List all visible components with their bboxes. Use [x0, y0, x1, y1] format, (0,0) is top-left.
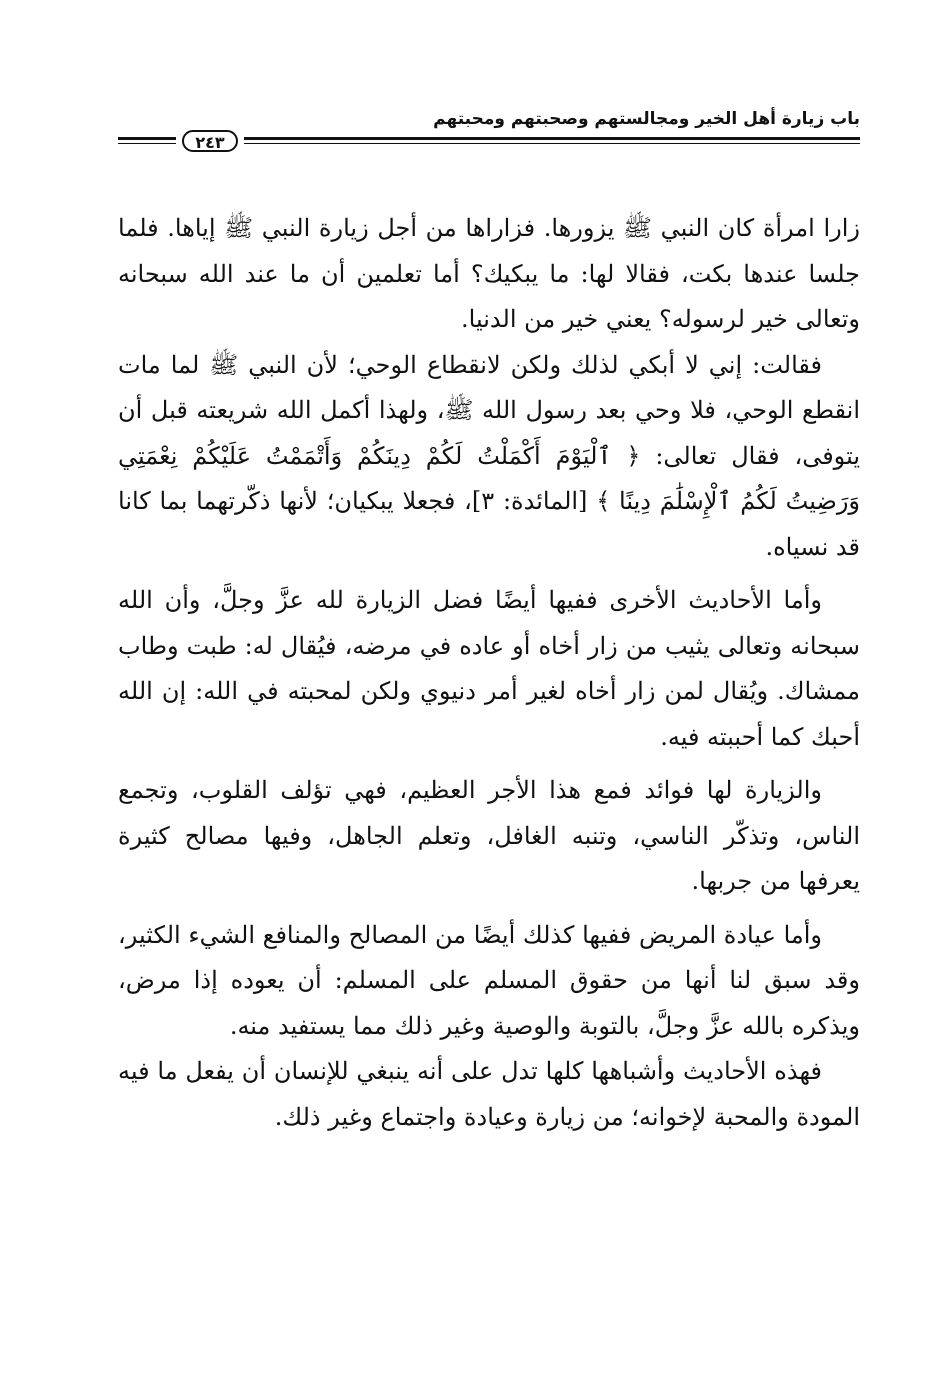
paragraph-2: فقالت: إني لا أبكي لذلك ولكن لانقطاع الوحي؛ لأن النبي ﷺ لما مات انقطع الوحي، فلا وحي بعد رسول الله ﷺ، ولهذا أكمل الله شريعته قبل أن يتوفى، فقال تعالى: ﴿ ٱلْيَوْمَ أَكْمَلْتُ لَكُمْ دِينَكُمْ وَأَتْمَمْتُ عَلَيْكُمْ نِعْمَتِي وَرَضِيتُ لَكُمُ ٱلْإِسْلَٰمَ دِينًا ﴾ [المائدة: ٣]، فجعلا يبكيان؛ لأنها ذكّرتهما بما كانا قد نسياه. — [118, 350, 860, 561]
header-rule-left — [118, 137, 176, 140]
header-rule-right — [244, 137, 860, 140]
body-text — [118, 206, 860, 1140]
paragraph-6: فهذه الأحاديث وأشباهها كلها تدل على أنه ينبغي للإنسان أن يفعل ما فيه المودة والمحبة لإخوانه؛ من زيارة وعيادة واجتماع وغير ذلك. — [118, 1057, 860, 1131]
page-number: ٢٤٣ — [182, 130, 238, 152]
paragraph-3: وأما الأحاديث الأخرى ففيها أيضًا فضل الزيارة لله عزَّ وجلَّ، وأن الله سبحانه وتعالى يثيب من زار أخاه أو عاده في مرضه، فيُقال له: طبت وطاب ممشاك. ويُقال لمن زار أخاه لغير أمر دنيوي ولكن لمحبته في الله: إن الله أحبك كما أحببته فيه. — [118, 586, 860, 751]
running-head: باب زيارة أهل الخير ومجالستهم وصحبتهم ومحبتهم — [433, 109, 860, 129]
paragraph-5: وأما عيادة المريض ففيها كذلك أيضًا من المصالح والمنافع الشيء الكثير، وقد سبق لنا أنها من حقوق المسلم على المسلم: أن يعوده إذا مرض، ويذكره بالله عزَّ وجلَّ، بالتوبة والوصية وغير ذلك مما يستفيد منه. — [118, 920, 860, 1040]
page-header — [118, 100, 860, 160]
paragraph-4: والزيارة لها فوائد فمع هذا الأجر العظيم، فهي تؤلف القلوب، وتجمع الناس، وتذكّر الناسي، وتنبه الغافل، وتعلم الجاهل، وفيها مصالح كثيرة يعرفها من جربها. — [118, 776, 860, 895]
header-rule — [118, 130, 860, 154]
paragraph-1: زارا امرأة كان النبي ﷺ يزورها. فزاراها من أجل زيارة النبي ﷺ إياها. فلما جلسا عندها بكت، فقالا لها: ما يبكيك؟ أما تعلمين أن ما عند الله سبحانه وتعالى خير لرسوله؟ يعني خير من الدنيا. — [118, 214, 860, 333]
